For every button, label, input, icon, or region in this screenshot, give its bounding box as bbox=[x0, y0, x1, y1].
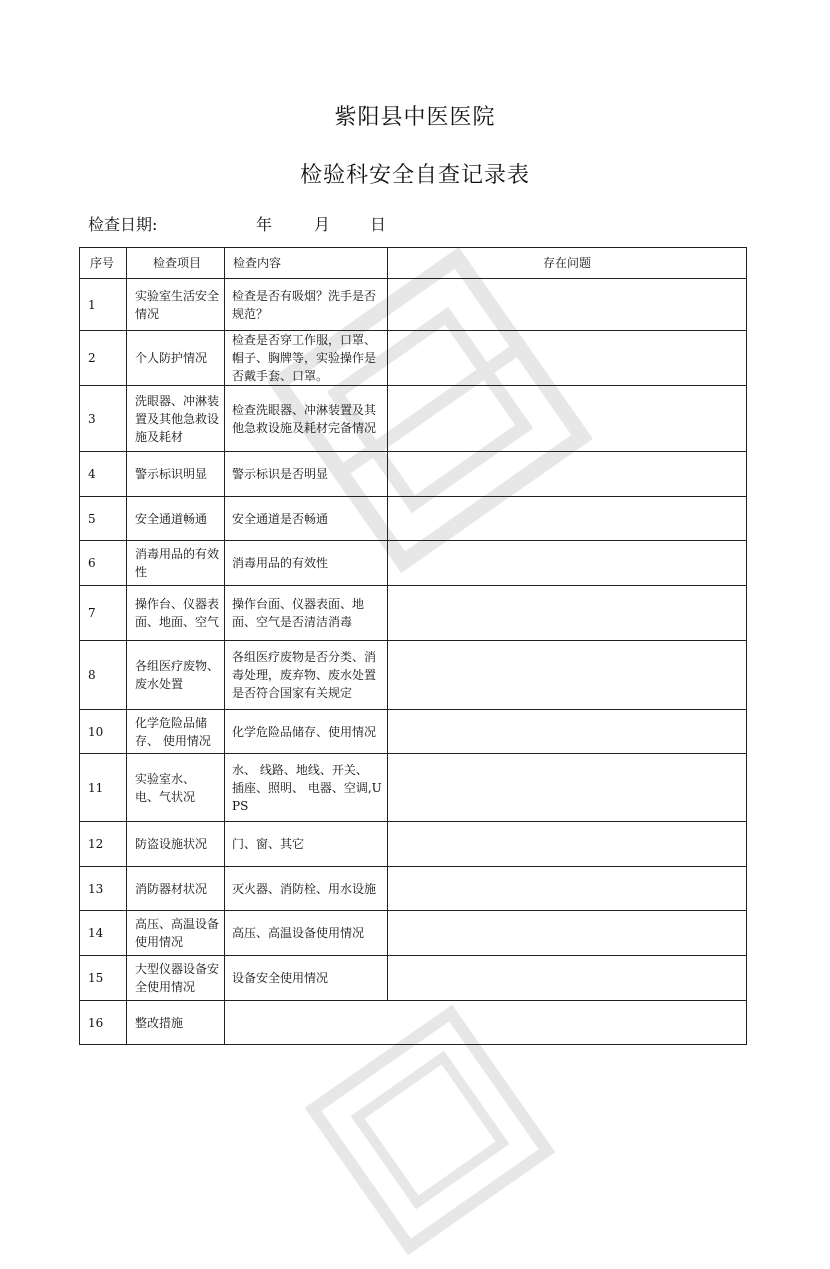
row-item: 各组医疗废物、废水处置 bbox=[127, 641, 225, 710]
row-no: 12 bbox=[80, 822, 127, 867]
row-item: 化学危险品储存、 使用情况 bbox=[127, 710, 225, 754]
row-item: 消防器材状况 bbox=[127, 867, 225, 911]
row-content: 操作台面、仪器表面、地面、空气是否清洁消毒 bbox=[225, 586, 388, 641]
row-item: 个人防护情况 bbox=[127, 331, 225, 386]
header-item: 检查项目 bbox=[127, 248, 225, 279]
row-issues-cell[interactable] bbox=[388, 586, 747, 641]
row-item: 大型仪器设备安全使用情况 bbox=[127, 956, 225, 1001]
row-no: 5 bbox=[80, 497, 127, 541]
header-content: 检查内容 bbox=[225, 248, 388, 279]
row-no: 13 bbox=[80, 867, 127, 911]
row-item: 操作台、仪器表面、地面、空气 bbox=[127, 586, 225, 641]
date-label: 检查日期: bbox=[88, 215, 158, 234]
table-row bbox=[80, 497, 747, 541]
row-content: 化学危险品储存、使用情况 bbox=[225, 710, 388, 754]
row-no: 14 bbox=[80, 911, 127, 956]
row-issues-cell[interactable] bbox=[388, 710, 747, 754]
row-issues-cell[interactable] bbox=[388, 641, 747, 710]
row-item: 洗眼器、冲淋装置及其他急救设施及耗材 bbox=[127, 386, 225, 452]
row-content: 设备安全使用情况 bbox=[225, 956, 388, 1001]
row-no: 15 bbox=[80, 956, 127, 1001]
row-no: 2 bbox=[80, 331, 127, 386]
table-row bbox=[80, 641, 747, 710]
row-content: 检查洗眼器、冲淋装置及其他急救设施及耗材完备情况 bbox=[225, 386, 388, 452]
table-row bbox=[80, 586, 747, 641]
row-no: 6 bbox=[80, 541, 127, 586]
row-item: 警示标识明显 bbox=[127, 452, 225, 497]
date-year: 年 bbox=[256, 215, 273, 234]
date-day: 日 bbox=[370, 215, 387, 234]
row-no: 1 bbox=[80, 279, 127, 331]
rectification-cell[interactable] bbox=[225, 1001, 747, 1045]
row-issues-cell[interactable] bbox=[388, 331, 747, 386]
row-content: 高压、高温设备使用情况 bbox=[225, 911, 388, 956]
row-content: 检查是否有吸烟？洗手是否规范？ bbox=[225, 279, 388, 331]
table-row bbox=[80, 541, 747, 586]
table-row bbox=[80, 754, 747, 822]
row-no: 16 bbox=[80, 1001, 127, 1045]
table-row bbox=[80, 452, 747, 497]
row-content: 安全通道是否畅通 bbox=[225, 497, 388, 541]
row-content: 灭火器、消防栓、用水设施 bbox=[225, 867, 388, 911]
row-content: 消毒用品的有效性 bbox=[225, 541, 388, 586]
row-no: 4 bbox=[80, 452, 127, 497]
table-row bbox=[80, 911, 747, 956]
row-issues-cell[interactable] bbox=[388, 452, 747, 497]
row-item: 高压、高温设备使用情况 bbox=[127, 911, 225, 956]
row-issues-cell[interactable] bbox=[388, 541, 747, 586]
inspection-table bbox=[79, 247, 747, 1045]
table-row bbox=[80, 867, 747, 911]
row-item: 消毒用品的有效性 bbox=[127, 541, 225, 586]
table-row bbox=[80, 956, 747, 1001]
table-row bbox=[80, 279, 747, 331]
row-content: 水、 线路、地线、开关、 插座、照明、 电器、空调,UPS bbox=[225, 754, 388, 822]
row-issues-cell[interactable] bbox=[388, 386, 747, 452]
row-issues-cell[interactable] bbox=[388, 497, 747, 541]
table-row bbox=[80, 331, 747, 386]
row-item: 安全通道畅通 bbox=[127, 497, 225, 541]
row-content: 门、窗、其它 bbox=[225, 822, 388, 867]
date-month: 月 bbox=[314, 215, 331, 234]
header-issues: 存在问题 bbox=[388, 248, 747, 279]
form-title: 检验科安全自查记录表 bbox=[299, 163, 530, 188]
row-no: 8 bbox=[80, 641, 127, 710]
row-content: 警示标识是否明显 bbox=[225, 452, 388, 497]
row-content: 各组医疗废物是否分类、消毒处理，废弃物、废水处置是否符合国家有关规定 bbox=[225, 641, 388, 710]
row-item: 实验室生活安全情况 bbox=[127, 279, 225, 331]
hospital-name: 紫阳县中医医院 bbox=[334, 105, 496, 130]
row-item: 实验室水、 电、气状况 bbox=[127, 754, 225, 822]
row-no: 11 bbox=[80, 754, 127, 822]
table-row bbox=[80, 386, 747, 452]
row-issues-cell[interactable] bbox=[388, 754, 747, 822]
row-issues-cell[interactable] bbox=[388, 956, 747, 1001]
header-no: 序号 bbox=[80, 248, 127, 279]
row-issues-cell[interactable] bbox=[388, 867, 747, 911]
row-item: 防盗设施状况 bbox=[127, 822, 225, 867]
row-no: 7 bbox=[80, 586, 127, 641]
row-no: 3 bbox=[80, 386, 127, 452]
row-item: 整改措施 bbox=[127, 1001, 225, 1045]
table-row bbox=[80, 822, 747, 867]
row-issues-cell[interactable] bbox=[388, 911, 747, 956]
table-header-row bbox=[80, 248, 747, 279]
table-row bbox=[80, 710, 747, 754]
row-no: 10 bbox=[80, 710, 127, 754]
table-row bbox=[80, 1001, 747, 1045]
row-content: 检查是否穿工作服，口罩、帽子、胸牌等，实验操作是否戴手套、口罩。 bbox=[225, 331, 388, 386]
row-issues-cell[interactable] bbox=[388, 822, 747, 867]
inspection-date bbox=[88, 212, 386, 235]
row-issues-cell[interactable] bbox=[388, 279, 747, 331]
